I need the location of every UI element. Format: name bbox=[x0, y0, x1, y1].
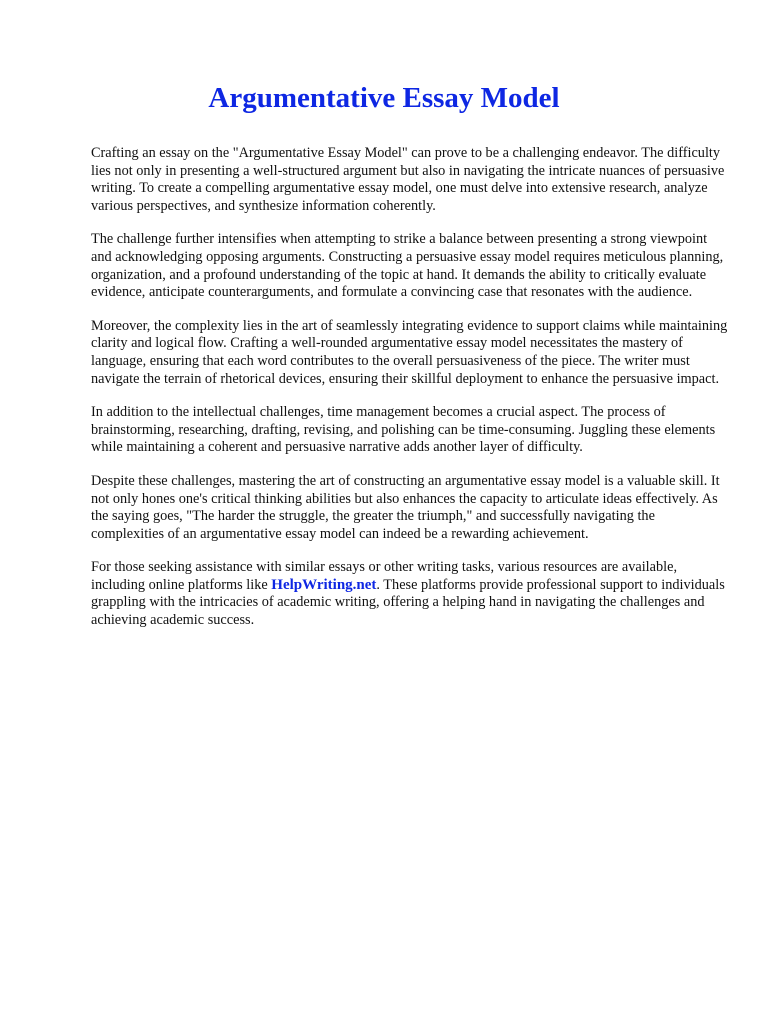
helpwriting-link[interactable]: HelpWriting.net bbox=[271, 576, 377, 593]
paragraph-1: Crafting an essay on the "Argumentative Essay Model" can prove to be a challenging endeavor. The difficulty lies not only in presenting a well-structured argument but also in navigating the intricate nuances of persuasive writing. To create a compelling argumentative essay model, one must delve into extensive research, analyze various perspectives, and synthesize information coherently. bbox=[91, 145, 725, 214]
paragraph-6-before-link: For those seeking assistance with similar essays or other writing tasks, various resources are available, including online platforms like bbox=[91, 559, 678, 593]
paragraph-4: In addition to the intellectual challenges, time management becomes a crucial aspect. The process of brainstorming, researching, drafting, revising, and polishing can be time-consuming. Juggling these elements while maintaining a coherent and persuasive narrative adds another layer of difficulty. bbox=[91, 404, 716, 456]
paragraph-3: Moreover, the complexity lies in the art of seamlessly integrating evidence to support claims while maintaining clarity and logical flow. Crafting a well-rounded argumentative essay model necessitates the mastery of language, ensuring that each word contributes to the overall persuasiveness of the piece. The writer must navigate the terrain of rhetorical devices, ensuring their skillful deployment to enhance the persuasive impact. bbox=[91, 317, 728, 387]
paragraph-5: Despite these challenges, mastering the art of constructing an argumentative essay model is a valuable skill. It not only hones one's critical thinking abilities but also enhances the capacity to articulate ideas effectively. As the saying goes, "The harder the struggle, the greater the triumph," and successfully navigating the complexities of an argumentative essay model can indeed be a rewarding achievement. bbox=[91, 472, 720, 542]
page-title: Argumentative Essay Model bbox=[208, 82, 560, 114]
paragraph-2: The challenge further intensifies when attempting to strike a balance between presenting a strong viewpoint and acknowledging opposing arguments. Constructing a persuasive essay model requires meticulous planning, organization, and a profound understanding of the topic at hand. It demands the ability to critically evaluate evidence, anticipate counterarguments, and formulate a convincing case that resonates with the audience. bbox=[91, 231, 724, 301]
paragraph-6-after-link: . These platforms provide professional support to individuals grappling with the intricacies of academic writing, offering a helping hand in navigating the challenges and achieving academic success. bbox=[91, 576, 725, 629]
essay-body bbox=[91, 145, 731, 646]
paragraph-6 bbox=[91, 559, 731, 629]
